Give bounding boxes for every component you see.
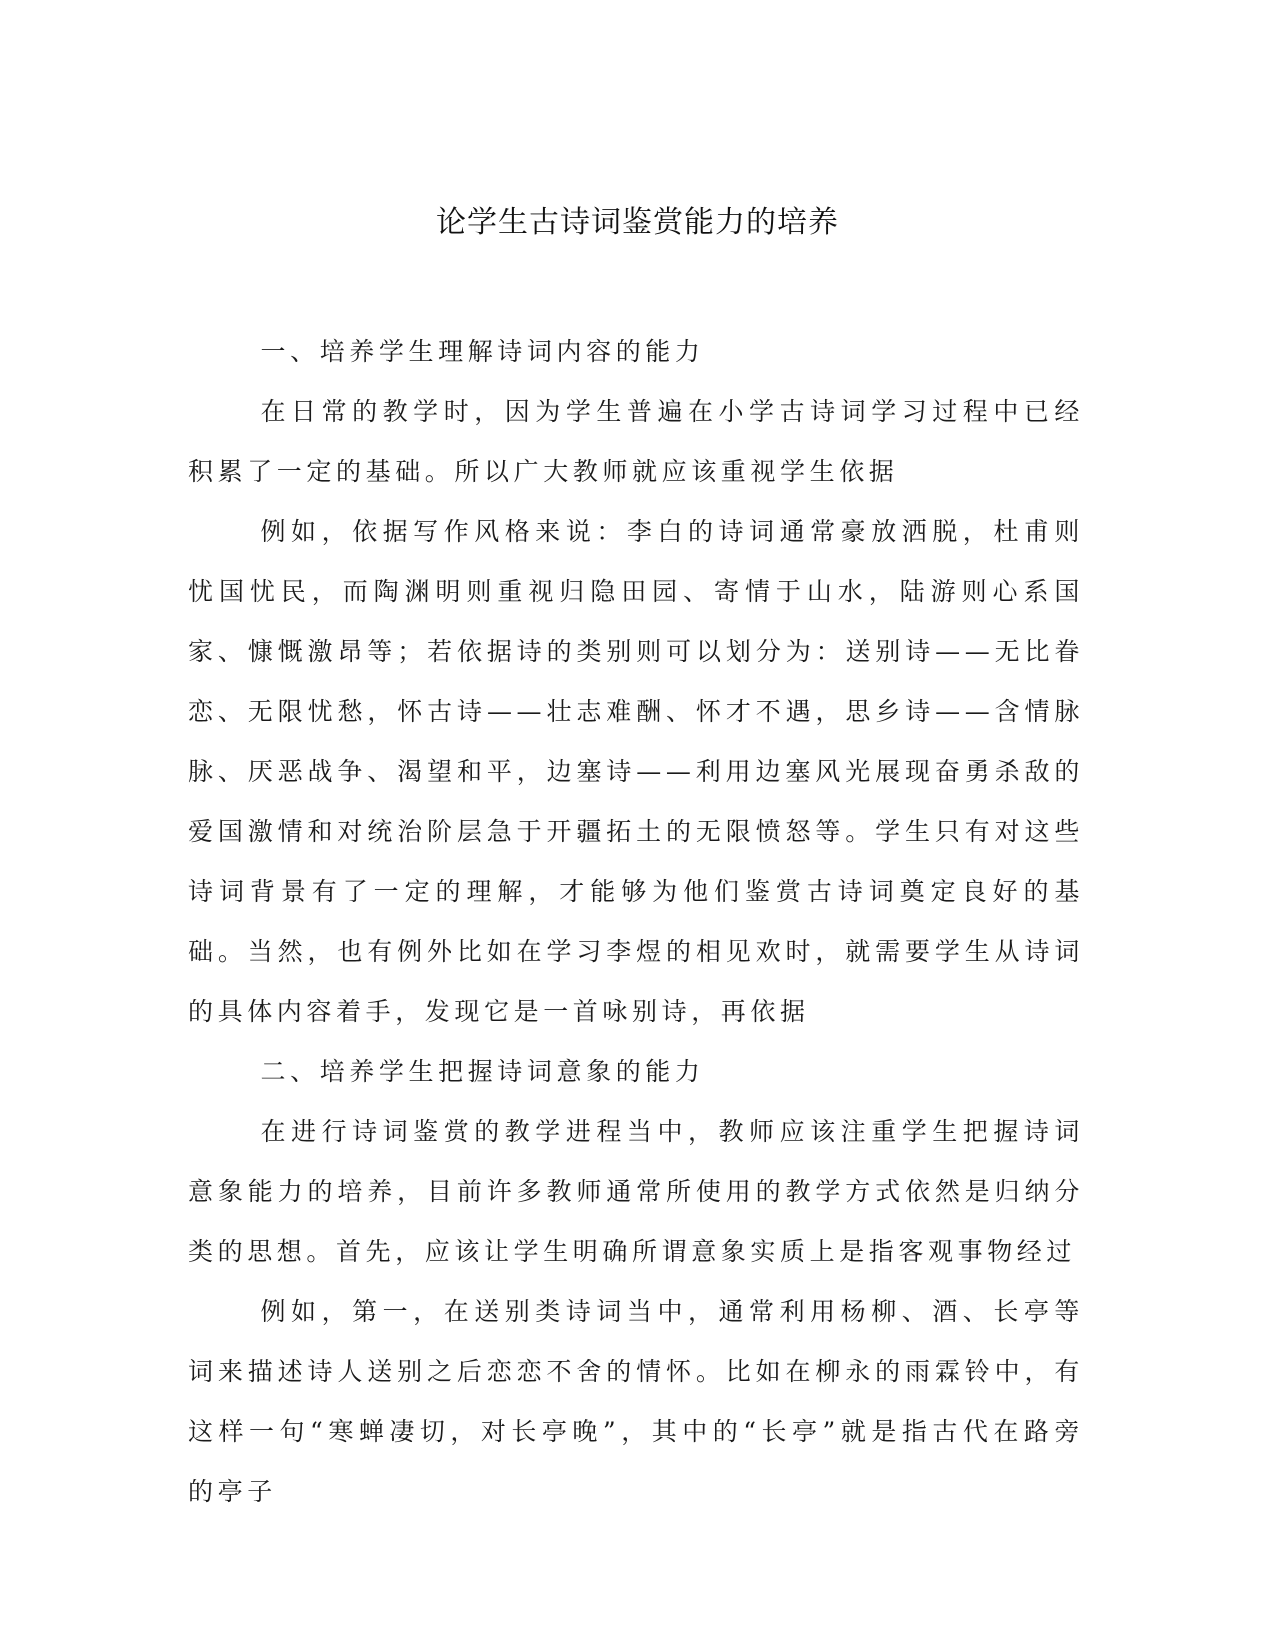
section-heading-2: 二、培养学生把握诗词意象的能力 [260,1057,705,1086]
paragraph: 例如，依据写作风格来说：李白的诗词通常豪放洒脱，杜甫则忧国忧民，而陶渊明则重视归隐田园、寄情于山水，陆游则心系国家、慷慨激昂等；若依据诗的类别则可以划分为：送别诗——无比眷恋、无限忧愁，怀古诗——壮志难酬、怀才不遇，思乡诗——含情脉脉、厌恶战争、渴望和平，边塞诗——利用边塞风光展现奋勇杀敌的爱国激情和对统治阶层急于开疆拓土的无限愤怒等。学生只有对这些诗词背景有了一定的理解，才能够为他们鉴赏古诗词奠定良好的基础。当然，也有例外比如在学习李煜的相见欢时，就需要学生从诗词的具体内容着手，发现它是一首咏别诗，再依据 [188,517,1084,1026]
paragraph: 例如，第一，在送别类诗词当中，通常利用杨柳、酒、长亭等词来描述诗人送别之后恋恋不舍的情怀。比如在柳永的雨霖铃中，有这样一句“寒蝉凄切，对长亭晚”，其中的“长亭”就是指古代在路旁的亭子 [188,1297,1084,1506]
section-heading-1: 一、培养学生理解诗词内容的能力 [260,337,705,366]
paragraph: 在进行诗词鉴赏的教学进程当中，教师应该注重学生把握诗词意象能力的培养，目前许多教师通常所使用的教学方式依然是归纳分类的思想。首先，应该让学生明确所谓意象实质上是指客观事物经过 [188,1117,1084,1266]
document-body [188,322,1084,1522]
paragraph: 在日常的教学时，因为学生普遍在小学古诗词学习过程中已经积累了一定的基础。所以广大教师就应该重视学生依据 [188,397,1084,486]
document-title: 论学生古诗词鉴赏能力的培养 [436,205,839,240]
